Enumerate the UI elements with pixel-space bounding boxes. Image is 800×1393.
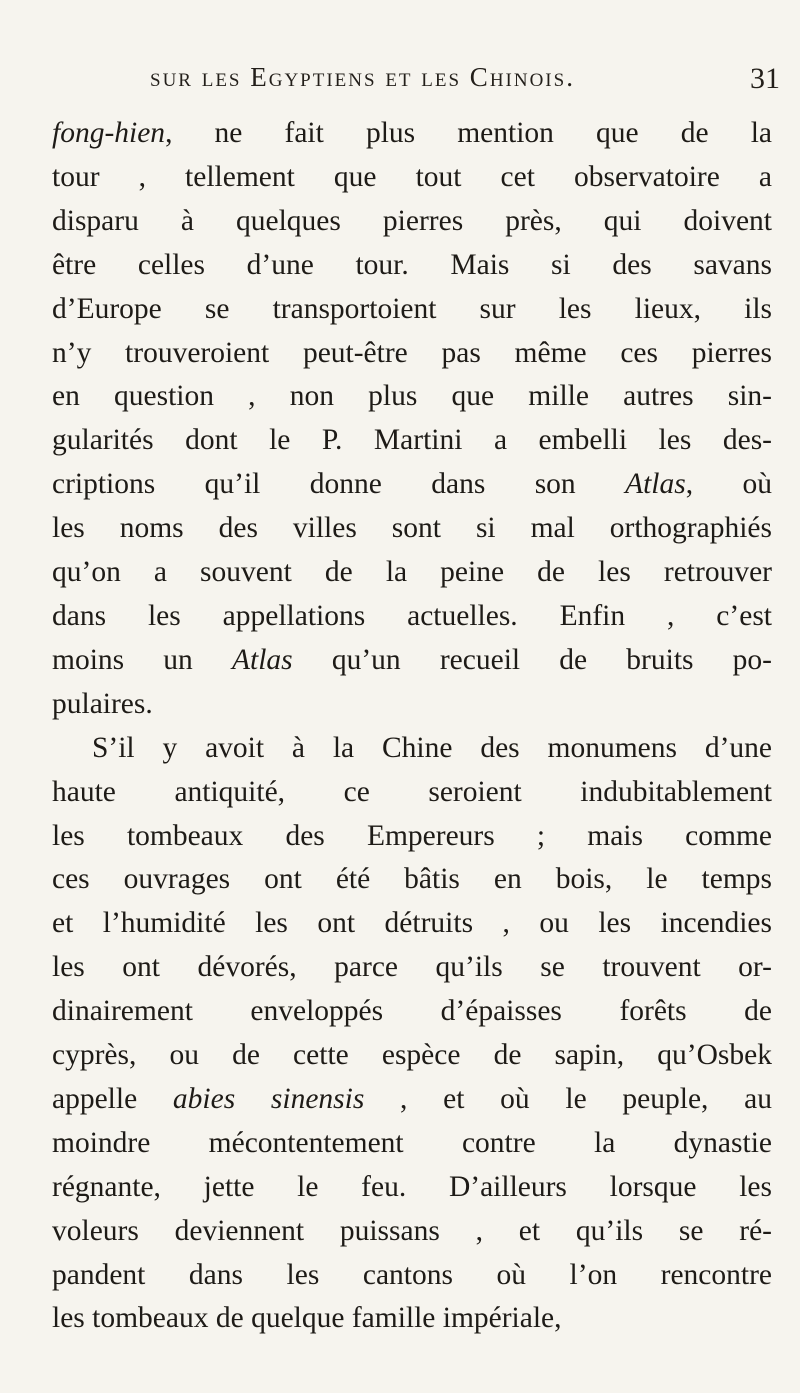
text-run: S’il y avoit à la Chine des monumens d’une xyxy=(92,731,772,764)
text-run: , où xyxy=(685,468,773,501)
text-line xyxy=(52,463,772,507)
italic-text: fong-hien xyxy=(52,117,166,149)
text-run: qu’on a souvent de la peine de les retrouver xyxy=(52,556,772,589)
text-line xyxy=(52,858,772,902)
text-run: pandent dans les cantons où l’on rencontre xyxy=(52,1258,772,1291)
text-line xyxy=(52,1297,772,1341)
paragraph xyxy=(52,727,772,1342)
text-run: les tombeaux des Empereurs ; mais comme xyxy=(52,819,772,852)
text-line xyxy=(52,551,772,595)
text-run: appelle xyxy=(52,1082,173,1115)
italic-text: Atlas xyxy=(232,643,293,676)
text-run: criptions qu’il donne dans son xyxy=(52,468,626,501)
text-line xyxy=(52,375,772,419)
text-run: gularités dont le P. Martini a embelli les des- xyxy=(52,424,772,457)
text-run: , ne fait plus mention que de la xyxy=(165,117,772,149)
text-line xyxy=(52,946,772,990)
running-head xyxy=(150,62,790,98)
text-run: être celles d’une tour. Mais si des savans xyxy=(52,248,772,281)
text-run: n’y trouveroient peut-être pas même ces pierres xyxy=(52,336,772,369)
text-run: d’Europe se transportoient sur les lieux, ils xyxy=(52,292,772,325)
text-run: dinairement enveloppés d’épaisses forêts de xyxy=(52,995,772,1028)
page-number: 31 xyxy=(750,62,780,95)
running-title: sur les Egyptiens et les Chinois. xyxy=(150,62,575,92)
text-run: tour , tellement que tout cet observatoire a xyxy=(52,160,772,193)
text-run: moins un xyxy=(52,643,232,676)
text-run: les tombeaux de quelque famille impériale, xyxy=(52,1302,562,1335)
text-line xyxy=(52,815,772,859)
italic-text: Atlas xyxy=(625,468,686,501)
text-run: voleurs deviennent puissans , et qu’ils se ré- xyxy=(52,1214,772,1247)
text-line xyxy=(52,332,772,376)
text-line xyxy=(52,419,772,463)
text-run: cyprès, ou de cette espèce de sapin, qu’Osbek xyxy=(52,1039,772,1072)
text-run: régnante, jette le feu. D’ailleurs lorsque les xyxy=(52,1170,772,1203)
text-line xyxy=(52,771,772,815)
text-run: disparu à quelques pierres près, qui doivent xyxy=(52,204,772,237)
text-line xyxy=(52,244,772,288)
text-line xyxy=(52,1166,772,1210)
text-line xyxy=(52,1210,772,1254)
text-line xyxy=(52,200,772,244)
text-line xyxy=(52,683,772,727)
text-line xyxy=(52,595,772,639)
text-line xyxy=(52,507,772,551)
text-line xyxy=(52,288,772,332)
text-run: ces ouvrages ont été bâtis en bois, le temps xyxy=(52,863,772,896)
text-line xyxy=(52,156,772,200)
italic-text: abies sinensis xyxy=(172,1082,365,1115)
text-line xyxy=(52,727,772,771)
text-run: qu’un recueil de bruits po- xyxy=(292,643,773,676)
text-run: pulaires. xyxy=(52,687,153,720)
text-run: les noms des villes sont si mal orthographiés xyxy=(52,512,772,545)
paragraph xyxy=(52,112,772,727)
text-run: les ont dévorés, parce qu’ils se trouvent or- xyxy=(52,951,772,984)
text-line xyxy=(52,990,772,1034)
text-line xyxy=(52,1034,772,1078)
text-line xyxy=(52,902,772,946)
text-run: en question , non plus que mille autres sin- xyxy=(52,380,772,413)
text-run: , et où le peuple, au xyxy=(364,1082,772,1115)
body-text xyxy=(52,112,772,1341)
text-line xyxy=(52,1254,772,1298)
text-line xyxy=(52,639,772,683)
text-line xyxy=(52,1122,772,1166)
text-run: et l’humidité les ont détruits , ou les incendies xyxy=(52,907,772,940)
text-run: dans les appellations actuelles. Enfin , c’est xyxy=(52,599,772,632)
text-line xyxy=(52,1078,772,1122)
text-run: haute antiquité, ce seroient indubitablement xyxy=(52,775,772,808)
text-line xyxy=(52,112,772,156)
text-run: moindre mécontentement contre la dynastie xyxy=(52,1126,772,1159)
